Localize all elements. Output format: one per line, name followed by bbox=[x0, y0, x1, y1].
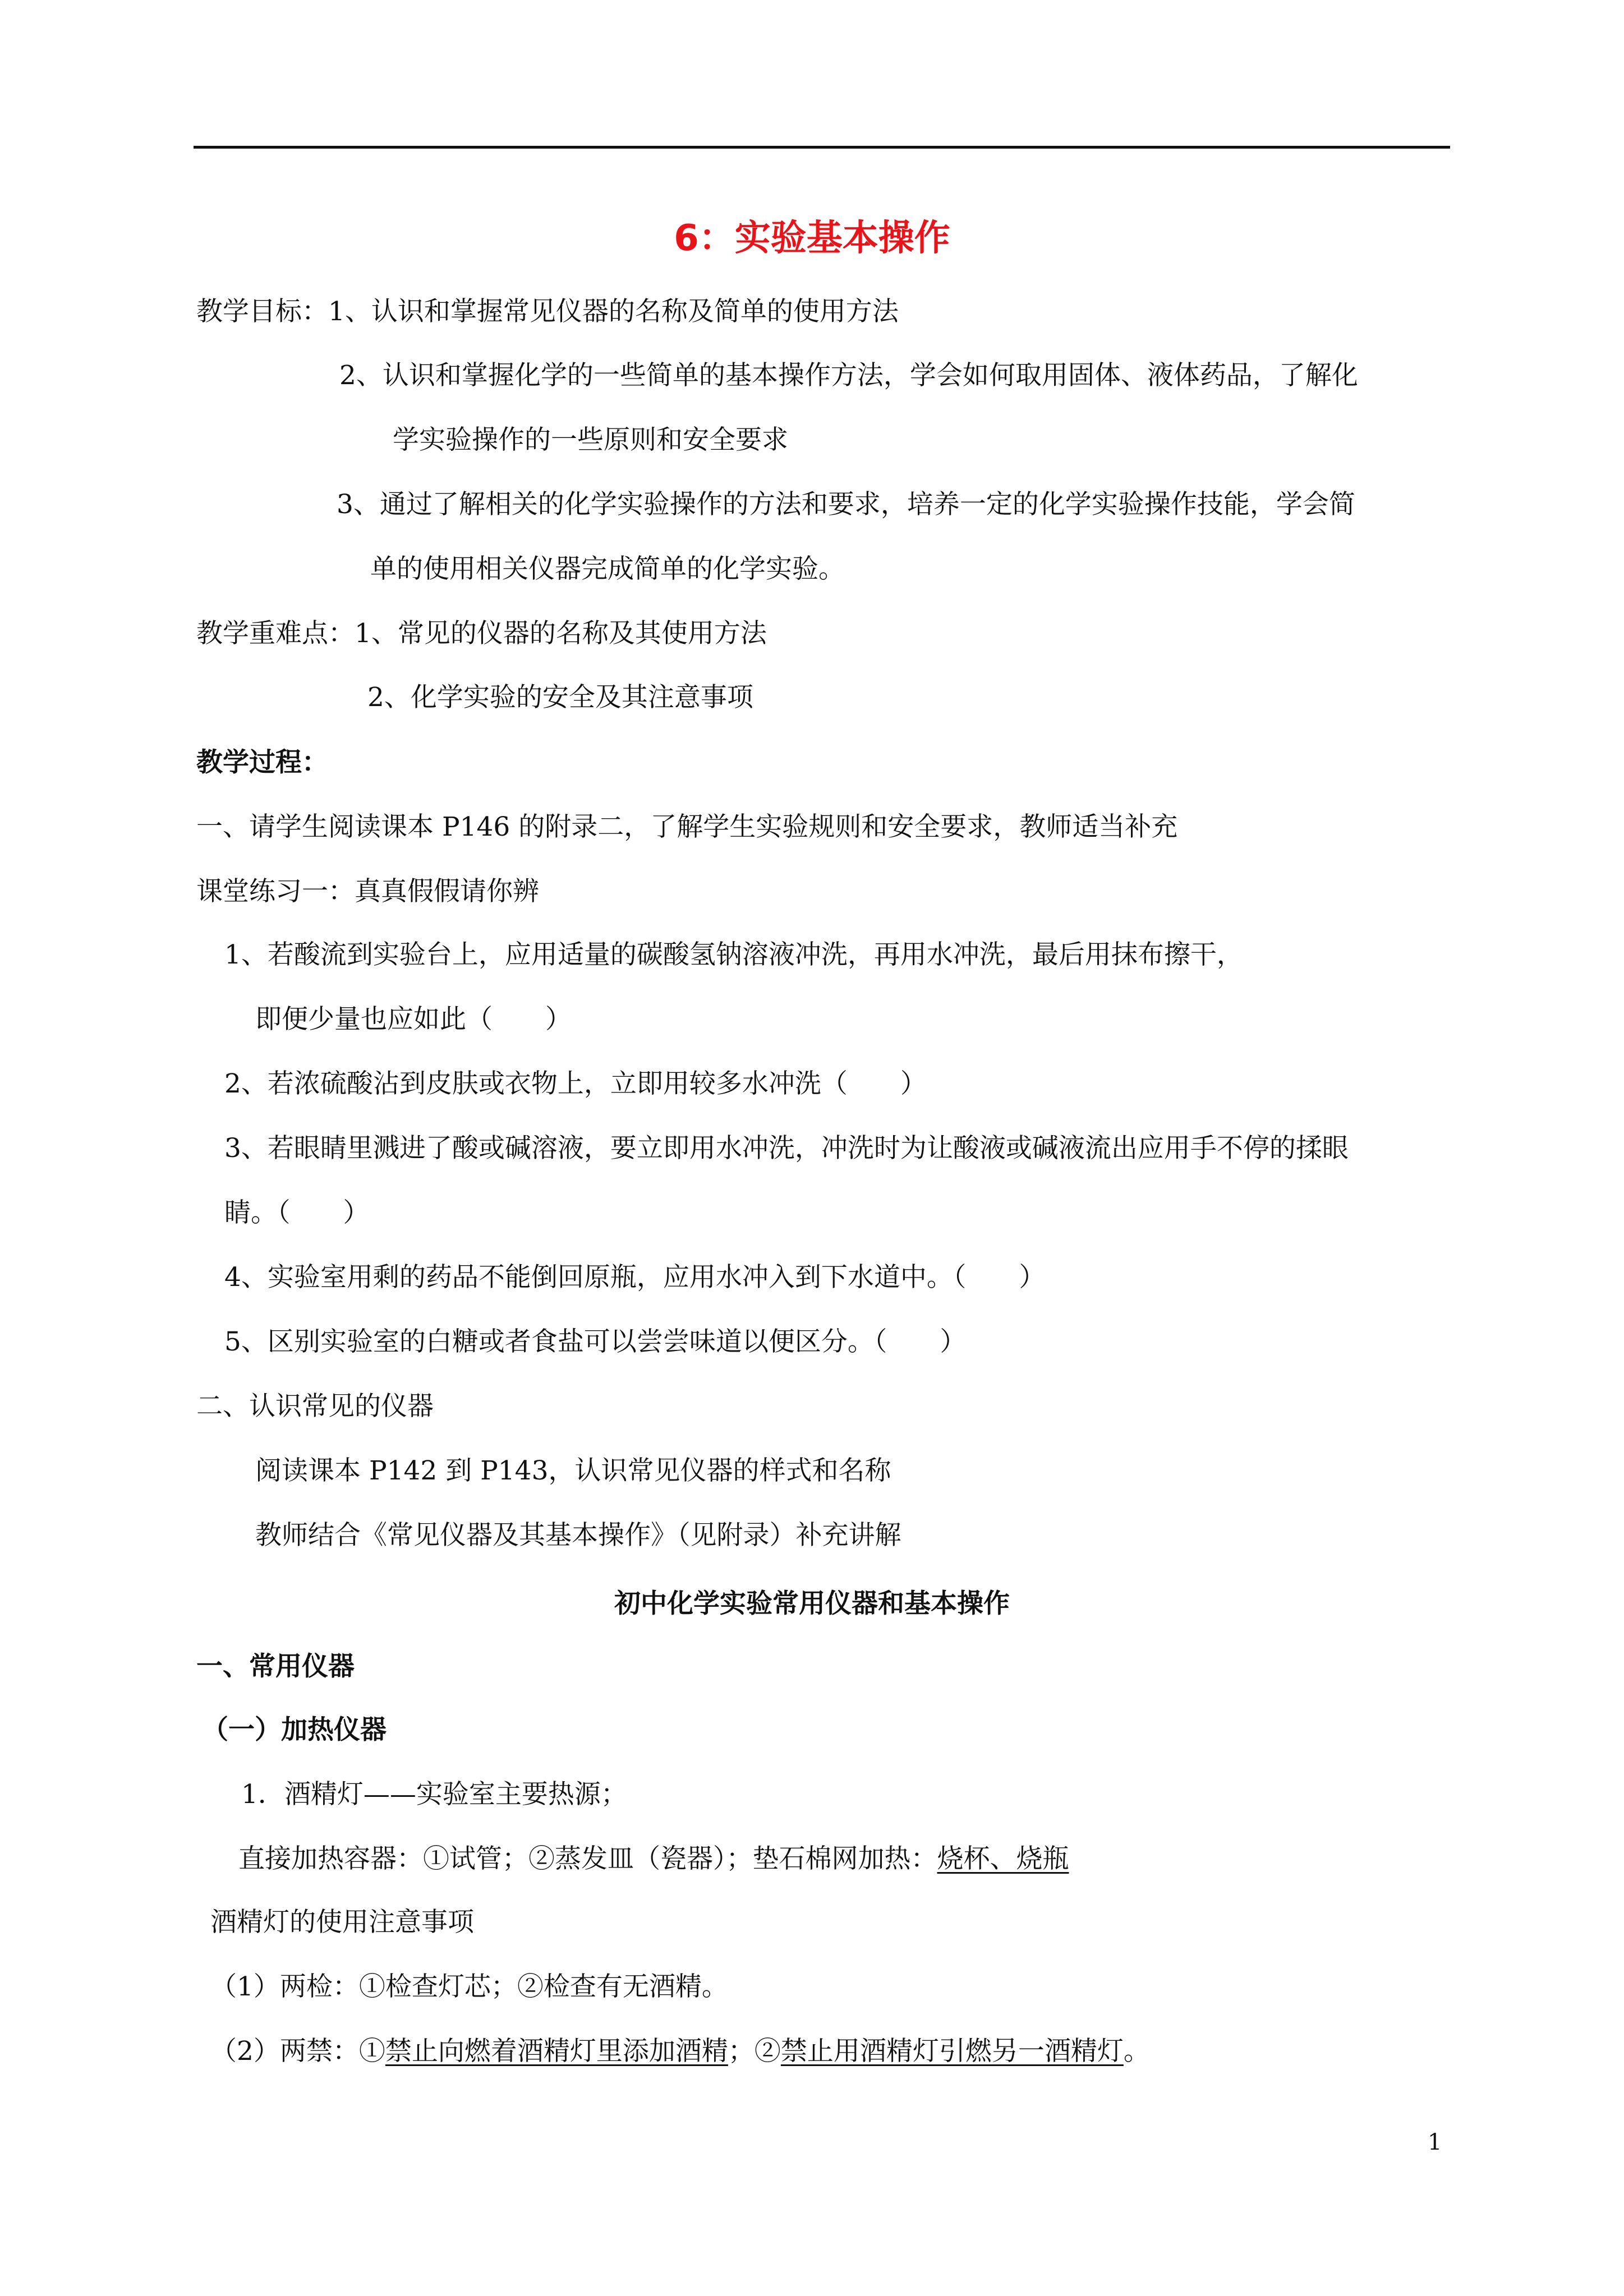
two-bans-end: 。 bbox=[1123, 2036, 1150, 2067]
exercise-4: 4、实验室用剩的药品不能倒回原瓶，应用水冲入到下水道中。（ ） bbox=[224, 1262, 1046, 1293]
section-2-line-2: 教师结合《常见仪器及其基本操作》（见附录）补充讲解 bbox=[255, 1520, 901, 1551]
goal-item-3: 3、通过了解相关的化学实验操作的方法和要求，培养一定的化学实验操作技能，学会简 bbox=[337, 489, 1355, 520]
goals-label: 教学目标： bbox=[196, 296, 328, 327]
exercise-5: 5、区别实验室的白糖或者食盐可以尝尝味道以便区分。（ ） bbox=[224, 1326, 967, 1357]
exercise-2: 2、若浓硫酸沾到皮肤或衣物上，立即用较多水冲洗（ ） bbox=[224, 1068, 927, 1099]
exercise-3: 3、若眼睛里溅进了酸或碱溶液，要立即用水冲洗，冲洗时为让酸液或碱液流出应用手不停的揉眼 bbox=[224, 1133, 1349, 1164]
goal-item-3-cont: 单的使用相关仪器完成简单的化学实验。 bbox=[370, 554, 845, 584]
document-title: 6：实验基本操作 bbox=[674, 218, 950, 259]
process-heading: 教学过程： bbox=[196, 747, 328, 778]
two-bans-mid: ；② bbox=[728, 2036, 781, 2067]
section-2-line-1: 阅读课本 P142 到 P143，认识常见仪器的样式和名称 bbox=[255, 1455, 891, 1486]
exercise-3-cont: 睛。（ ） bbox=[224, 1197, 370, 1228]
lamp-notes-heading: 酒精灯的使用注意事项 bbox=[210, 1907, 474, 1938]
goals-line-1 bbox=[196, 295, 899, 329]
two-bans-underlined-2: 禁止用酒精灯引燃另一酒精灯 bbox=[780, 2036, 1124, 2067]
part-1-heading: 一、常用仪器 bbox=[196, 1651, 355, 1682]
exercise-heading: 课堂练习一：真真假假请你辨 bbox=[196, 876, 539, 907]
key-points-label: 教学重难点： bbox=[196, 618, 355, 649]
direct-heat-text: 直接加热容器：①试管；②蒸发皿（瓷器）；垫石棉网加热： bbox=[238, 1843, 937, 1874]
key-point-1: 1、常见的仪器的名称及其使用方法 bbox=[355, 618, 767, 649]
direct-heat-line bbox=[238, 1842, 1069, 1876]
two-checks-line: （1）两检：①检查灯芯；②检查有无酒精。 bbox=[210, 1971, 728, 2002]
goal-item-2: 2、认识和掌握化学的一些简单的基本操作方法，学会如何取用固体、液体药品，了解化 bbox=[339, 360, 1358, 391]
exercise-1-cont: 即便少量也应如此（ ） bbox=[255, 1004, 572, 1035]
two-bans-underlined-1: 禁止向燃着酒精灯里添加酒精 bbox=[385, 2036, 728, 2067]
goal-item-2-cont: 学实验操作的一些原则和安全要求 bbox=[393, 425, 788, 455]
key-point-2: 2、化学实验的安全及其注意事项 bbox=[367, 682, 753, 713]
section-2-heading: 二、认识常见的仪器 bbox=[196, 1391, 434, 1422]
appendix-title: 初中化学实验常用仪器和基本操作 bbox=[614, 1588, 1010, 1619]
goal-item-1: 1、认识和掌握常见仪器的名称及简单的使用方法 bbox=[328, 296, 899, 327]
two-bans-line bbox=[210, 2035, 1150, 2068]
part-1-subheading: （一）加热仪器 bbox=[202, 1714, 387, 1745]
page-number: 1 bbox=[1428, 2129, 1442, 2155]
direct-heat-underlined: 烧杯、烧瓶 bbox=[937, 1843, 1069, 1874]
section-1-text: 一、请学生阅读课本 P146 的附录二，了解学生实验规则和安全要求，教师适当补充 bbox=[196, 812, 1178, 842]
alcohol-lamp-line: 1．酒精灯——实验室主要热源； bbox=[241, 1779, 627, 1810]
key-points-line-1 bbox=[196, 617, 767, 651]
two-bans-prefix: （2）两禁：① bbox=[210, 2036, 385, 2067]
header-rule bbox=[194, 146, 1450, 149]
exercise-1: 1、若酸流到实验台上，应用适量的碳酸氢钠溶液冲洗，再用水冲洗，最后用抹布擦干， bbox=[224, 939, 1243, 970]
